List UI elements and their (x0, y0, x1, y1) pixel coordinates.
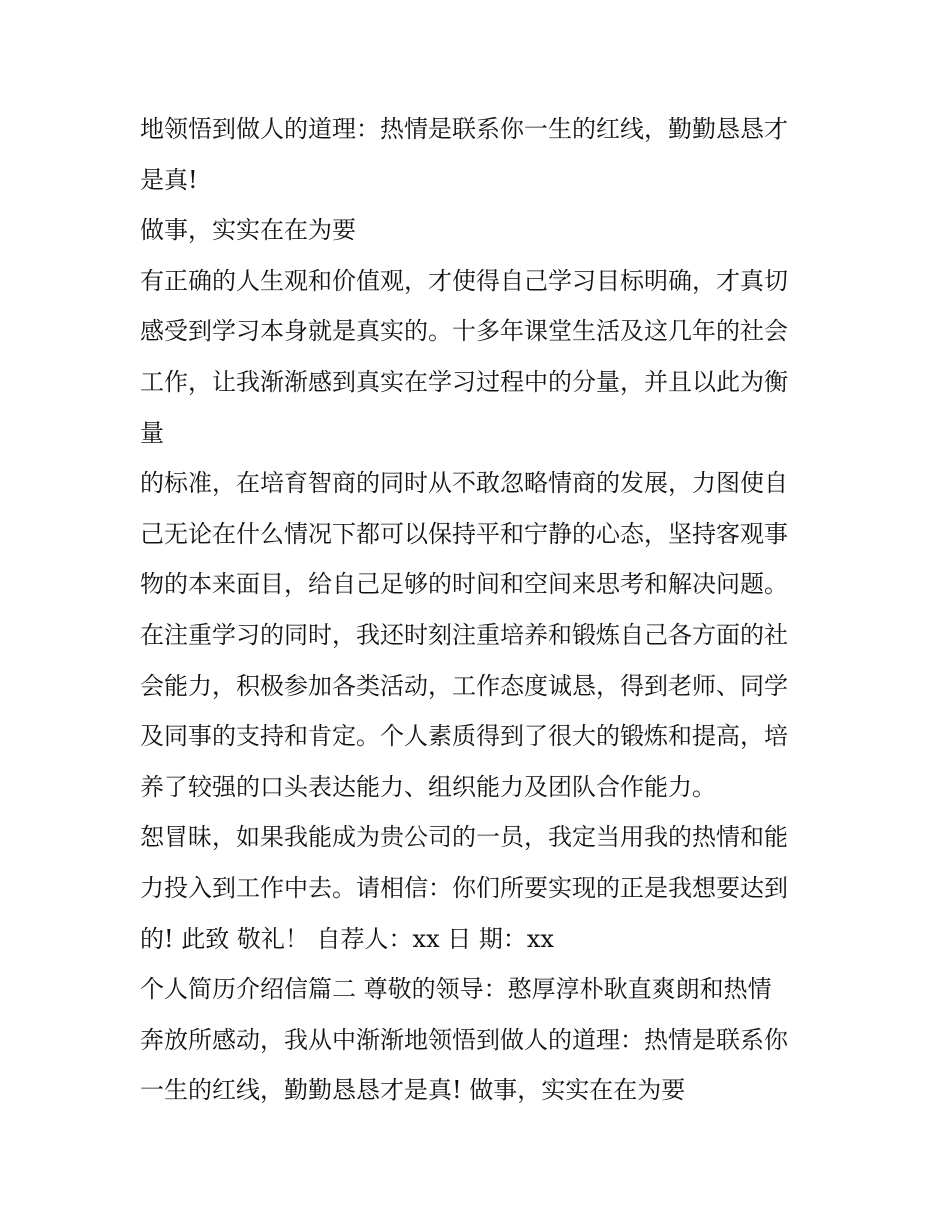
text-line: 奔放所感动，我从中渐渐地领悟到做人的道理：热情是联系你 (140, 1025, 788, 1054)
text-line: 的! 此致 敬礼！ 自荐人：xx 日 期：xx (140, 924, 554, 953)
text-line: 地领悟到做人的道理：热情是联系你一生的红线，勤勤恳恳才 (140, 115, 788, 143)
text-line: 物的本来面目，给自己足够的时间和空间来思考和解决问题。 (140, 570, 788, 599)
text-line: 量 (140, 418, 164, 447)
text-line: 做事，实实在在为要 (140, 216, 356, 245)
text-line: 会能力，积极参加各类活动，工作态度诚恳，得到老师、同学 (140, 671, 788, 700)
text-line: 个人简历介绍信篇二 尊敬的领导：憨厚淳朴耿直爽朗和热情 (140, 975, 772, 1004)
text-line: 及同事的支持和肯定。个人素质得到了很大的锻炼和提高，培 (140, 722, 788, 751)
text-line: 一生的红线，勤勤恳恳才是真! 做事，实实在在为要 (140, 1076, 686, 1105)
text-line: 恕冒昧，如果我能成为贵公司的一员，我定当用我的热情和能 (140, 823, 788, 852)
text-line: 的标准，在培育智商的同时从不敢忽略情商的发展，力图使自 (140, 469, 788, 498)
text-line: 己无论在什么情况下都可以保持平和宁静的心态，坚持客观事 (140, 519, 788, 548)
text-line: 养了较强的口头表达能力、组织能力及团队合作能力。 (140, 772, 716, 801)
text-line: 有正确的人生观和价值观，才使得自己学习目标明确，才真切 (140, 266, 788, 295)
text-line: 在注重学习的同时，我还时刻注重培养和锻炼自己各方面的社 (140, 620, 788, 649)
text-line: 是真! (140, 165, 198, 194)
body-text (140, 104, 830, 1116)
text-line: 力投入到工作中去。请相信：你们所要实现的正是我想要达到 (140, 873, 788, 902)
text-line: 感受到学习本身就是真实的。十多年课堂生活及这几年的社会 (140, 317, 788, 346)
text-line: 工作，让我渐渐感到真实在学习过程中的分量，并且以此为衡 (140, 367, 788, 396)
